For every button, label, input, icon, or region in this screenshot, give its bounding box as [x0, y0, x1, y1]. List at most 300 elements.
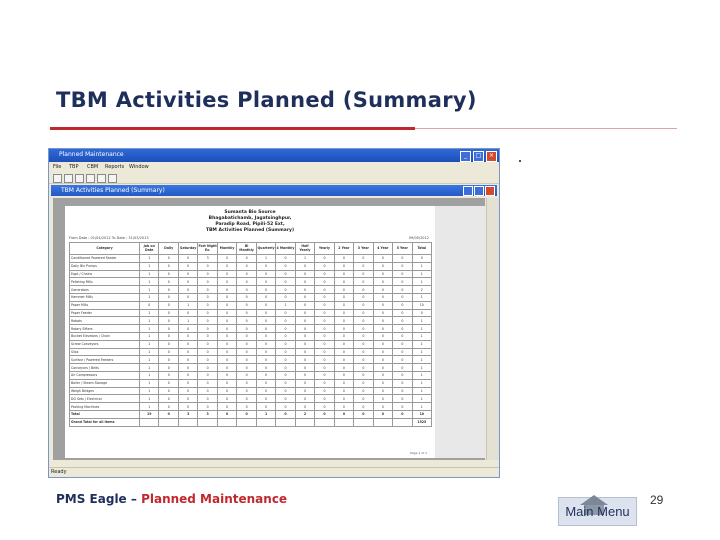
toolbar: [49, 172, 499, 184]
category-cell: Weigh Bridges: [70, 387, 140, 395]
report-viewer[interactable]: [53, 198, 485, 460]
value-cell: 0: [354, 325, 373, 333]
value-cell: 0: [393, 364, 412, 372]
report-page-footer: Page 1 of 1: [410, 451, 427, 455]
value-cell: 0: [237, 387, 256, 395]
category-cell: Boiler / Steam Storage: [70, 379, 140, 387]
value-cell: 0: [276, 410, 295, 418]
value-cell: 1: [140, 255, 159, 263]
value-cell: 0: [237, 286, 256, 294]
table-row: [70, 286, 432, 294]
report-table: [69, 242, 432, 427]
value-cell: 0: [354, 278, 373, 286]
value-cell: 0: [159, 348, 178, 356]
value-cell: 0: [393, 309, 412, 317]
value-cell: 0: [315, 270, 334, 278]
value-cell: 0: [354, 395, 373, 403]
category-cell: Conditioned Powered Feeder: [70, 255, 140, 263]
value-cell: 0: [276, 309, 295, 317]
value-cell: 0: [256, 309, 275, 317]
value-cell: 0: [237, 379, 256, 387]
value-cell: 0: [178, 340, 197, 348]
value-cell: 0: [334, 270, 353, 278]
footer-caption: [56, 492, 287, 506]
value-cell: 0: [315, 332, 334, 340]
column-header: 3 Year: [354, 243, 373, 255]
value-cell: 1: [412, 348, 431, 356]
value-cell: 1: [412, 395, 431, 403]
value-cell: [334, 418, 353, 426]
value-cell: 0: [393, 410, 412, 418]
value-cell: 0: [295, 293, 314, 301]
value-cell: 1: [140, 395, 159, 403]
window-title: Planned Maintenance: [59, 151, 124, 158]
footer-app-name: PMS Eagle –: [56, 492, 142, 506]
value-cell: 0: [256, 325, 275, 333]
value-cell: 0: [237, 332, 256, 340]
menu-reports[interactable]: Reports: [105, 164, 125, 170]
column-header: Fort Night Ex.: [198, 243, 217, 255]
refresh-icon[interactable]: [108, 174, 117, 183]
value-cell: 0: [256, 293, 275, 301]
value-cell: 0: [256, 403, 275, 411]
value-cell: 0: [315, 356, 334, 364]
value-cell: 0: [217, 403, 236, 411]
value-cell: [354, 418, 373, 426]
value-cell: 0: [256, 262, 275, 270]
value-cell: 0: [354, 387, 373, 395]
table-row: [70, 348, 432, 356]
value-cell: 0: [315, 371, 334, 379]
value-cell: 1: [140, 403, 159, 411]
window-title-bar: [49, 149, 499, 162]
value-cell: [393, 418, 412, 426]
value-cell: 0: [159, 262, 178, 270]
value-cell: 0: [412, 255, 431, 263]
category-cell: Hammer Mills: [70, 293, 140, 301]
value-cell: 0: [276, 332, 295, 340]
value-cell: 1525: [412, 418, 431, 426]
value-cell: 0: [276, 255, 295, 263]
value-cell: 1: [140, 262, 159, 270]
value-cell: 0: [276, 340, 295, 348]
value-cell: 0: [256, 379, 275, 387]
value-cell: 0: [159, 395, 178, 403]
value-cell: 0: [198, 379, 217, 387]
value-cell: 3: [178, 410, 197, 418]
table-row: [70, 364, 432, 372]
value-cell: 10: [412, 301, 431, 309]
report-margin: [435, 206, 485, 458]
value-cell: 0: [373, 309, 392, 317]
value-cell: 0: [198, 317, 217, 325]
value-cell: 0: [393, 262, 412, 270]
value-cell: 0: [198, 332, 217, 340]
value-cell: 0: [373, 403, 392, 411]
value-cell: 0: [178, 348, 197, 356]
report-page: [65, 206, 435, 458]
value-cell: 0: [256, 317, 275, 325]
value-cell: 0: [295, 301, 314, 309]
value-cell: 0: [217, 270, 236, 278]
value-cell: 1: [412, 340, 431, 348]
table-row: [70, 262, 432, 270]
value-cell: 0: [354, 309, 373, 317]
value-cell: 0: [237, 262, 256, 270]
value-cell: [373, 418, 392, 426]
status-bar: [49, 467, 499, 477]
value-cell: 0: [373, 348, 392, 356]
value-cell: 0: [393, 325, 412, 333]
page-number: 29: [650, 493, 664, 507]
menu-tbp[interactable]: TBP: [69, 164, 79, 170]
value-cell: 0: [178, 379, 197, 387]
value-cell: 0: [178, 356, 197, 364]
value-cell: 0: [354, 379, 373, 387]
value-cell: 1: [140, 387, 159, 395]
value-cell: 0: [217, 387, 236, 395]
value-cell: 0: [315, 395, 334, 403]
value-cell: [178, 418, 197, 426]
value-cell: 1: [412, 379, 431, 387]
title-accent-bar: [50, 127, 415, 130]
value-cell: 0: [295, 340, 314, 348]
value-cell: 0: [178, 332, 197, 340]
value-cell: [295, 418, 314, 426]
value-cell: 1: [140, 270, 159, 278]
value-cell: [237, 418, 256, 426]
value-cell: 1: [140, 309, 159, 317]
value-cell: 1: [276, 301, 295, 309]
value-cell: 0: [334, 410, 353, 418]
value-cell: [276, 418, 295, 426]
value-cell: 0: [295, 371, 314, 379]
table-row: [70, 278, 432, 286]
value-cell: 0: [393, 286, 412, 294]
value-cell: 1: [140, 348, 159, 356]
value-cell: 0: [217, 301, 236, 309]
preview-icon[interactable]: [86, 174, 95, 183]
value-cell: 0: [295, 387, 314, 395]
value-cell: 0: [354, 270, 373, 278]
value-cell: 2: [295, 410, 314, 418]
category-cell: Eqpt / Chains: [70, 270, 140, 278]
value-cell: 0: [334, 348, 353, 356]
maximize-icon[interactable]: □: [473, 151, 484, 162]
child-maximize-icon[interactable]: [474, 186, 484, 196]
category-cell: Daily Bin Pumps: [70, 262, 140, 270]
value-cell: 0: [334, 364, 353, 372]
value-cell: 1: [140, 340, 159, 348]
value-cell: 0: [159, 410, 178, 418]
category-cell: Conveyors / Belts: [70, 364, 140, 372]
value-cell: 0: [373, 379, 392, 387]
value-cell: 0: [159, 340, 178, 348]
value-cell: 0: [334, 340, 353, 348]
column-header: Total: [412, 243, 431, 255]
child-close-icon[interactable]: [485, 186, 495, 196]
value-cell: 0: [373, 325, 392, 333]
value-cell: 0: [334, 387, 353, 395]
child-minimize-icon[interactable]: [463, 186, 473, 196]
value-cell: 0: [276, 317, 295, 325]
report-header-line: Sumanta Bio Source: [224, 210, 276, 215]
value-cell: 0: [295, 395, 314, 403]
open-icon[interactable]: [53, 174, 62, 183]
value-cell: 0: [178, 309, 197, 317]
value-cell: 0: [295, 278, 314, 286]
table-row: [70, 356, 432, 364]
value-cell: 3: [198, 410, 217, 418]
column-header: 5 Year: [393, 243, 412, 255]
value-cell: 0: [393, 293, 412, 301]
value-cell: 0: [198, 270, 217, 278]
value-cell: 0: [334, 371, 353, 379]
app-screenshot: [48, 148, 500, 478]
value-cell: 0: [315, 410, 334, 418]
value-cell: 0: [159, 403, 178, 411]
category-cell: Generators: [70, 286, 140, 294]
value-cell: 19: [140, 410, 159, 418]
value-cell: 1: [412, 371, 431, 379]
value-cell: 0: [217, 356, 236, 364]
value-cell: 0: [334, 379, 353, 387]
menu-bar: [49, 162, 499, 172]
value-cell: 2: [412, 286, 431, 294]
column-header: 4 Year: [373, 243, 392, 255]
value-cell: 0: [373, 364, 392, 372]
value-cell: 1: [295, 255, 314, 263]
table-row: [70, 410, 432, 418]
table-row: [70, 301, 432, 309]
value-cell: 1: [412, 325, 431, 333]
column-header: Yearly: [315, 243, 334, 255]
value-cell: 0: [217, 309, 236, 317]
value-cell: 0: [315, 348, 334, 356]
value-cell: 0: [334, 301, 353, 309]
report-window-title: TBM Activities Planned (Summary): [61, 187, 165, 194]
value-cell: 0: [276, 379, 295, 387]
value-cell: 0: [237, 371, 256, 379]
value-cell: 0: [354, 340, 373, 348]
value-cell: 0: [373, 262, 392, 270]
category-cell: Surface / Powered Feeders: [70, 356, 140, 364]
value-cell: 0: [354, 364, 373, 372]
value-cell: 0: [198, 364, 217, 372]
value-cell: 0: [256, 301, 275, 309]
table-row: [70, 403, 432, 411]
value-cell: 0: [393, 356, 412, 364]
value-cell: 0: [159, 325, 178, 333]
value-cell: 0: [354, 403, 373, 411]
value-cell: 0: [373, 395, 392, 403]
value-cell: 0: [159, 356, 178, 364]
category-cell: Screw Conveyors: [70, 340, 140, 348]
value-cell: 0: [315, 379, 334, 387]
table-row: [70, 309, 432, 317]
vertical-scrollbar[interactable]: [486, 198, 499, 460]
value-cell: 0: [237, 348, 256, 356]
value-cell: 0: [354, 332, 373, 340]
value-cell: 1: [140, 293, 159, 301]
value-cell: 0: [217, 395, 236, 403]
value-cell: 0: [178, 262, 197, 270]
report-header-line: Bhagabatichamb, Jagatsinghpur,: [208, 216, 292, 221]
value-cell: 0: [237, 325, 256, 333]
value-cell: 0: [393, 387, 412, 395]
value-cell: 0: [178, 371, 197, 379]
main-menu-button[interactable]: [558, 497, 637, 526]
table-row: [70, 371, 432, 379]
value-cell: 0: [159, 286, 178, 294]
column-header: Bi Monthly: [237, 243, 256, 255]
value-cell: 0: [198, 278, 217, 286]
value-cell: 0: [217, 410, 236, 418]
menu-file[interactable]: File: [53, 164, 62, 170]
value-cell: 0: [276, 371, 295, 379]
menu-window[interactable]: Window: [129, 164, 149, 170]
value-cell: 0: [256, 286, 275, 294]
value-cell: 0: [237, 340, 256, 348]
value-cell: 0: [393, 332, 412, 340]
value-cell: 0: [295, 325, 314, 333]
value-cell: 0: [217, 262, 236, 270]
value-cell: 0: [276, 278, 295, 286]
value-cell: 0: [217, 371, 236, 379]
value-cell: 0: [237, 317, 256, 325]
value-cell: 0: [295, 348, 314, 356]
minimize-icon[interactable]: _: [460, 151, 471, 162]
value-cell: 0: [373, 332, 392, 340]
value-cell: 0: [393, 270, 412, 278]
value-cell: 3: [198, 255, 217, 263]
value-cell: 0: [237, 270, 256, 278]
value-cell: 1: [178, 301, 197, 309]
report-window-title-bar: [51, 185, 497, 196]
value-cell: 0: [295, 262, 314, 270]
report-header-line: TBM Activities Planned (Summary): [205, 228, 295, 233]
value-cell: 0: [256, 364, 275, 372]
value-cell: 0: [373, 387, 392, 395]
column-header: Saturday: [178, 243, 197, 255]
value-cell: 0: [217, 278, 236, 286]
main-menu-label: Main Menu: [565, 504, 630, 519]
value-cell: 0: [334, 255, 353, 263]
value-cell: 1: [412, 278, 431, 286]
value-cell: 0: [373, 317, 392, 325]
value-cell: 0: [373, 410, 392, 418]
value-cell: 0: [393, 371, 412, 379]
value-cell: 0: [334, 325, 353, 333]
value-cell: 0: [237, 278, 256, 286]
value-cell: 0: [373, 255, 392, 263]
print-icon[interactable]: [75, 174, 84, 183]
value-cell: 0: [373, 340, 392, 348]
value-cell: 1: [256, 410, 275, 418]
value-cell: 0: [159, 301, 178, 309]
table-row: [70, 255, 432, 263]
value-cell: 0: [393, 317, 412, 325]
value-cell: [198, 418, 217, 426]
value-cell: 0: [276, 270, 295, 278]
value-cell: 0: [237, 410, 256, 418]
value-cell: 0: [334, 286, 353, 294]
value-cell: 0: [256, 348, 275, 356]
value-cell: 0: [315, 286, 334, 294]
value-cell: 0: [178, 278, 197, 286]
value-cell: 1: [256, 255, 275, 263]
category-cell: Paper Mills: [70, 301, 140, 309]
value-cell: 0: [178, 270, 197, 278]
value-cell: 0: [198, 301, 217, 309]
value-cell: 0: [354, 356, 373, 364]
table-row: [70, 270, 432, 278]
close-icon[interactable]: ×: [486, 151, 497, 162]
table-row: [70, 395, 432, 403]
value-cell: 0: [217, 340, 236, 348]
value-cell: 0: [276, 293, 295, 301]
report-header-line: Paradip Road, Pipili-52 Ext,: [215, 222, 285, 227]
category-cell: Rotary Sifters: [70, 325, 140, 333]
value-cell: 0: [237, 301, 256, 309]
value-cell: 0: [237, 293, 256, 301]
value-cell: 0: [276, 403, 295, 411]
category-cell: Air Compressors: [70, 371, 140, 379]
category-cell: Robots: [70, 317, 140, 325]
value-cell: [256, 418, 275, 426]
value-cell: 0: [159, 255, 178, 263]
value-cell: 0: [393, 379, 412, 387]
value-cell: 0: [256, 371, 275, 379]
slide-title: TBM Activities Planned (Summary): [56, 88, 477, 112]
value-cell: 0: [159, 364, 178, 372]
value-cell: 1: [140, 364, 159, 372]
value-cell: 0: [334, 356, 353, 364]
value-cell: 0: [217, 348, 236, 356]
value-cell: 0: [217, 325, 236, 333]
value-cell: 0: [334, 293, 353, 301]
value-cell: 0: [256, 278, 275, 286]
save-icon[interactable]: [64, 174, 73, 183]
value-cell: 0: [334, 278, 353, 286]
value-cell: 0: [276, 262, 295, 270]
value-cell: 0: [256, 356, 275, 364]
category-cell: Pelleting Mills: [70, 278, 140, 286]
value-cell: 0: [276, 356, 295, 364]
value-cell: 0: [315, 387, 334, 395]
value-cell: 0: [159, 278, 178, 286]
value-cell: 1: [140, 332, 159, 340]
value-cell: 0: [198, 262, 217, 270]
value-cell: 0: [354, 348, 373, 356]
export-icon[interactable]: [97, 174, 106, 183]
value-cell: [159, 418, 178, 426]
value-cell: 1: [140, 371, 159, 379]
value-cell: 0: [276, 395, 295, 403]
value-cell: 0: [198, 286, 217, 294]
value-cell: 0: [178, 255, 197, 263]
value-cell: 0: [373, 356, 392, 364]
value-cell: 0: [354, 286, 373, 294]
value-cell: 0: [217, 293, 236, 301]
menu-cbm[interactable]: CBM: [87, 164, 99, 170]
value-cell: 0: [237, 395, 256, 403]
report-print-date: 09/05/2012: [408, 236, 429, 240]
value-cell: 0: [159, 379, 178, 387]
value-cell: 0: [393, 278, 412, 286]
value-cell: 0: [276, 286, 295, 294]
table-row: [70, 418, 432, 426]
